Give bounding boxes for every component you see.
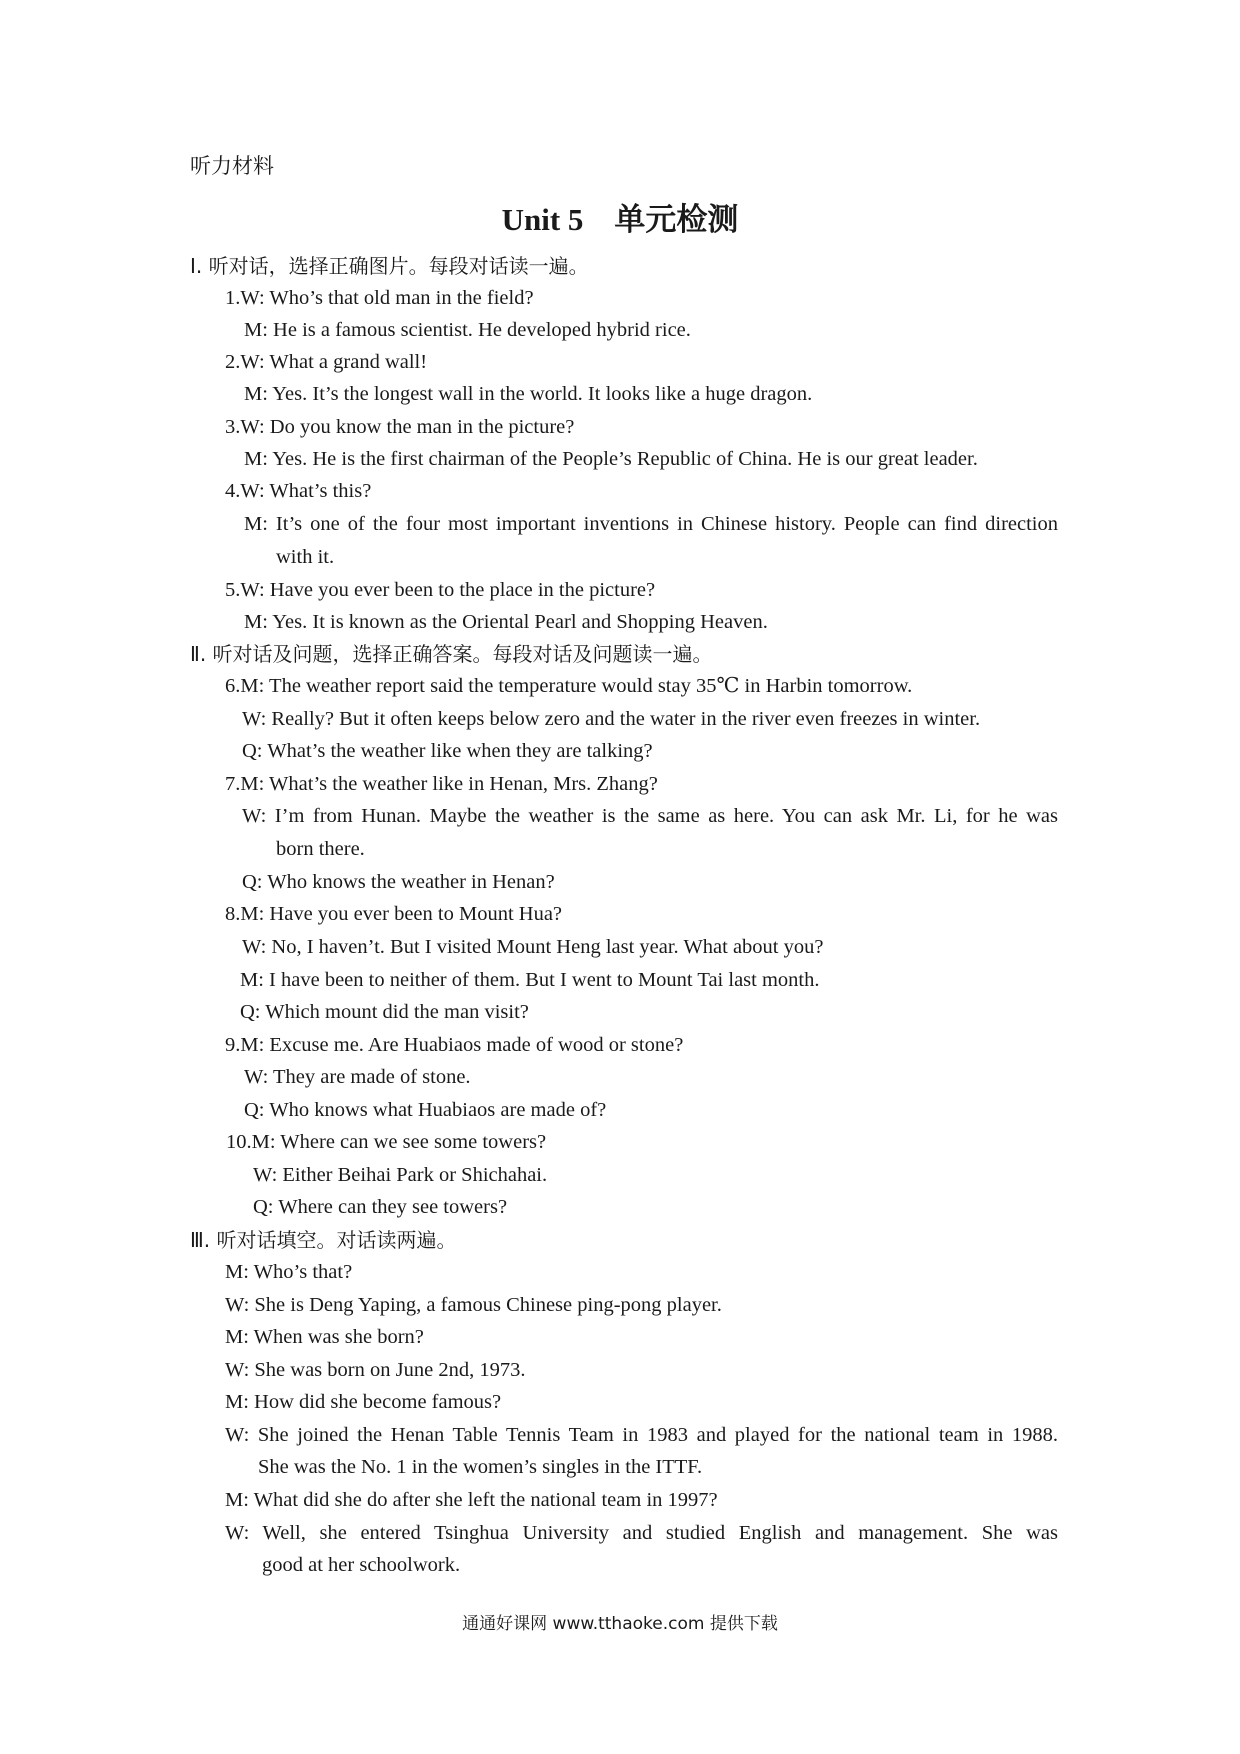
dialogue-line: Q: Who knows what Huabiaos are made of?: [244, 1099, 607, 1121]
dialogue-line: M: Who’s that?: [225, 1261, 353, 1283]
dialogue-line-continued: born there.: [276, 838, 365, 860]
dialogue-line: 5.W: Have you ever been to the place in the picture?: [225, 579, 656, 601]
dialogue-line: 7.M: What’s the weather like in Henan, Mrs. Zhang?: [225, 773, 658, 795]
page-title: Unit 5 单元检测: [501, 202, 739, 237]
section-3-heading: Ⅲ. 听对话填空。对话读两遍。: [190, 1228, 457, 1252]
dialogue-line: M: Yes. It is known as the Oriental Pearl and Shopping Heaven.: [244, 611, 768, 633]
dialogue-line: W: She is Deng Yaping, a famous Chinese ping-pong player.: [225, 1294, 722, 1316]
dialogue-line-continued: with it.: [276, 546, 335, 568]
header-label: 听力材料: [190, 154, 274, 178]
dialogue-line: W: Either Beihai Park or Shichahai.: [253, 1164, 548, 1186]
dialogue-line: M: Yes. It’s the longest wall in the world. It looks like a huge dragon.: [244, 383, 813, 405]
dialogue-line: 9.M: Excuse me. Are Huabiaos made of wood or stone?: [225, 1034, 684, 1056]
dialogue-line: 2.W: What a grand wall!: [225, 351, 428, 373]
dialogue-line: 8.M: Have you ever been to Mount Hua?: [225, 903, 563, 925]
dialogue-line: M: It’s one of the four most important inventions in Chinese history. People can find direction: [244, 513, 1058, 535]
dialogue-line: M: How did she become famous?: [225, 1391, 502, 1413]
dialogue-line: W: No, I haven’t. But I visited Mount Heng last year. What about you?: [242, 936, 824, 958]
dialogue-line: W: I’m from Hunan. Maybe the weather is the same as here. You can ask Mr. Li, for he was: [242, 805, 1058, 827]
dialogue-line: Q: Which mount did the man visit?: [240, 1001, 529, 1023]
dialogue-line-continued: She was the No. 1 in the women’s singles in the ITTF.: [258, 1456, 703, 1478]
dialogue-line: M: I have been to neither of them. But I went to Mount Tai last month.: [240, 969, 820, 991]
dialogue-line: W: Really? But it often keeps below zero and the water in the river even freezes in winter.: [242, 708, 981, 730]
section-2-heading: Ⅱ. 听对话及问题，选择正确答案。每段对话及问题读一遍。: [190, 642, 713, 666]
dialogue-line: 1.W: Who’s that old man in the field?: [225, 287, 534, 309]
dialogue-line: M: What did she do after she left the national team in 1997?: [225, 1489, 718, 1511]
dialogue-line: W: She was born on June 2nd, 1973.: [225, 1359, 526, 1381]
dialogue-line: Q: Where can they see towers?: [253, 1196, 508, 1218]
dialogue-line: Q: What’s the weather like when they are talking?: [242, 740, 653, 762]
dialogue-line: 4.W: What’s this?: [225, 480, 372, 502]
dialogue-line: 6.M: The weather report said the temperature would stay 35℃ in Harbin tomorrow.: [225, 675, 913, 697]
dialogue-line: 3.W: Do you know the man in the picture?: [225, 416, 575, 438]
dialogue-line: M: Yes. He is the first chairman of the People’s Republic of China. He is our great leader.: [244, 448, 978, 470]
page-footer: 通通好课网 www.tthaoke.com 提供下载: [462, 1614, 778, 1634]
dialogue-line: W: Well, she entered Tsinghua University and studied English and management. She was: [225, 1522, 1058, 1544]
dialogue-line: M: He is a famous scientist. He developed hybrid rice.: [244, 319, 691, 341]
dialogue-line: M: When was she born?: [225, 1326, 424, 1348]
dialogue-line: W: She joined the Henan Table Tennis Team in 1983 and played for the national team in 1988.: [225, 1424, 1058, 1446]
section-1-heading: Ⅰ. 听对话，选择正确图片。每段对话读一遍。: [190, 254, 589, 278]
dialogue-line-continued: good at her schoolwork.: [262, 1554, 461, 1576]
dialogue-line: Q: Who knows the weather in Henan?: [242, 871, 555, 893]
dialogue-line: 10.M: Where can we see some towers?: [226, 1131, 547, 1153]
dialogue-line: W: They are made of stone.: [244, 1066, 471, 1088]
